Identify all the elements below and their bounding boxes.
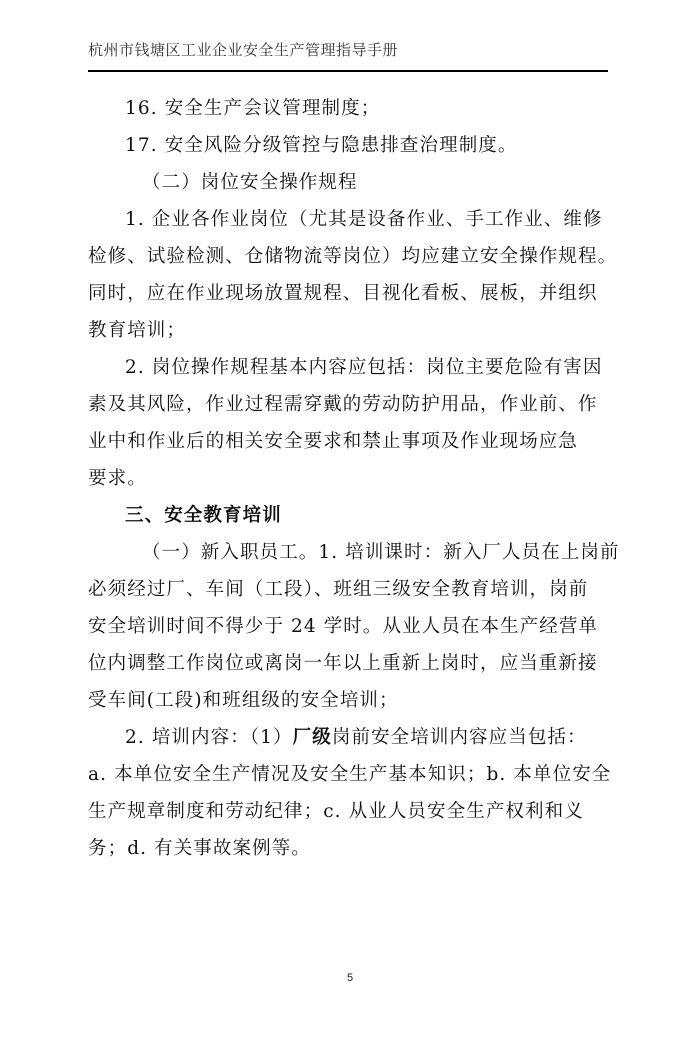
paragraph-line: 2. 岗位操作规程基本内容应包括：岗位主要危险有害因: [125, 357, 603, 378]
training-content-label: 2. 培训内容：（1）: [125, 727, 293, 748]
page-number: 5: [346, 972, 354, 984]
paragraph-line: 务；d. 有关事故案例等。: [88, 838, 311, 859]
paragraph-line: 素及其风险，作业过程需穿戴的劳动防护用品，作业前、作: [88, 394, 598, 415]
paragraph-line: 同时，应在作业现场放置规程、目视化看板、展板，并组织: [88, 283, 598, 304]
paragraph-line: 位内调整工作岗位或离岗一年以上重新上岗时，应当重新接: [88, 653, 598, 674]
running-header: [88, 38, 608, 72]
paragraph-line: [88, 719, 613, 756]
paragraph-line: 检修、试验检测、仓储物流等岗位）均应建立安全操作规程。: [88, 246, 618, 267]
header-title: 杭州市钱塘区工业企业安全生产管理指导手册: [88, 41, 399, 59]
paragraph-line: 业中和作业后的相关安全要求和禁止事项及作业现场应急: [88, 431, 579, 452]
paragraph-line: 受车间(工段)和班组级的安全培训；: [88, 690, 399, 711]
paragraph-line: 安全培训时间不得少于 24 学时。从业人员在本生产经营单: [88, 616, 599, 637]
paragraph-line: 生产规章制度和劳动纪律；c. 从业人员安全生产权利和义: [88, 801, 584, 822]
list-item: 16. 安全生产会议管理制度；: [125, 98, 381, 119]
factory-level-term: 厂级: [292, 727, 332, 748]
list-item: 17. 安全风险分级管控与隐患排查治理制度。: [125, 135, 518, 156]
paragraph-line: 1. 企业各作业岗位（尤其是设备作业、手工作业、维修: [125, 209, 603, 230]
document-body: [88, 90, 620, 867]
paragraph-line: a. 本单位安全生产情况及安全生产基本知识；b. 本单位安全: [88, 764, 612, 785]
paragraph-line: 要求。: [88, 468, 147, 489]
paragraph-line: （一）新入职员工。1. 培训课时：新入厂人员在上岗前: [142, 542, 620, 563]
chapter-heading: 三、安全教育培训: [125, 505, 282, 526]
paragraph-line: 必须经过厂、车间（工段）、班组三级安全教育培训，岗前: [88, 579, 589, 600]
paragraph-line: 教育培训；: [88, 320, 187, 341]
section-heading: （二）岗位安全操作规程: [142, 172, 358, 193]
training-content-text: 岗前安全培训内容应当包括：: [331, 727, 587, 748]
